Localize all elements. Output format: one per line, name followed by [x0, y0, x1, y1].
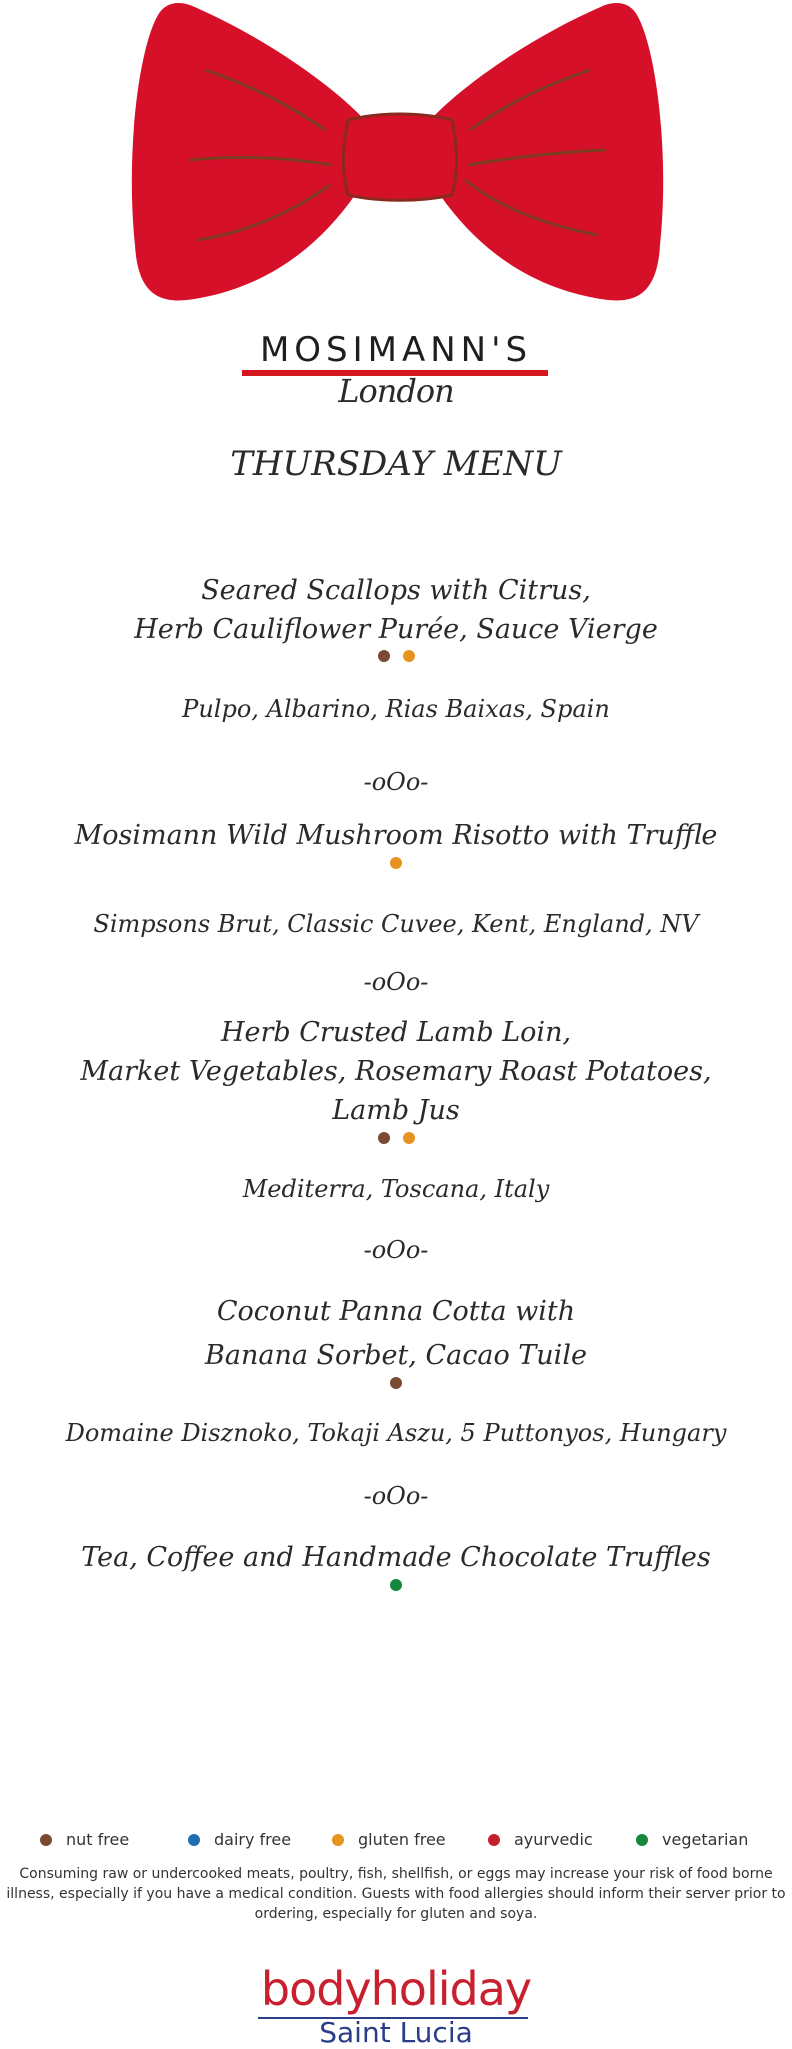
legend-item-dairy-free — [188, 1830, 291, 1849]
brand-name: MOSIMANN'S — [259, 330, 533, 370]
course-2-wine: Simpsons Brut, Classic Cuvee, Kent, England, NV — [93, 910, 699, 938]
course-separator: -oOo- — [363, 1482, 429, 1510]
dish-line: Herb Crusted Lamb Loin, — [220, 1017, 572, 1048]
dish-line: Seared Scallops with Citrus, — [201, 575, 591, 606]
dish-line: Banana Sorbet, Cacao Tuile — [205, 1340, 587, 1371]
course-2-diet-dots — [0, 857, 792, 871]
dish-line: Mosimann Wild Mushroom Risotto with Truffle — [74, 820, 718, 851]
gluten-free-dot — [403, 650, 415, 662]
dish-line: Lamb Jus — [332, 1095, 460, 1126]
dish-line: Tea, Coffee and Handmade Chocolate Truffles — [81, 1542, 711, 1573]
ayurvedic-dot — [488, 1834, 500, 1846]
bow-tie-illustration — [120, 0, 675, 310]
course-separator: -oOo- — [363, 1236, 429, 1264]
vegetarian-dot — [636, 1834, 648, 1846]
nut-free-dot — [378, 650, 390, 662]
legend-item-gluten-free — [332, 1830, 446, 1849]
course-3-diet-dots — [0, 1132, 792, 1146]
dairy-free-dot — [188, 1834, 200, 1846]
brand-city: London — [338, 372, 454, 410]
course-4-diet-dots — [0, 1377, 792, 1391]
gluten-free-dot — [390, 857, 402, 869]
nut-free-dot — [390, 1377, 402, 1389]
legend-item-ayurvedic — [488, 1830, 593, 1849]
gluten-free-dot — [403, 1132, 415, 1144]
menu-title: THURSDAY MENU — [230, 444, 562, 484]
footer-location: Saint Lucia — [319, 2016, 473, 2049]
course-4-dish — [0, 1290, 792, 1378]
dish-line: Coconut Panna Cotta with — [216, 1296, 576, 1327]
dish-line: Herb Cauliflower Purée, Sauce Vierge — [134, 614, 658, 645]
legend-label: gluten free — [358, 1830, 446, 1849]
course-1-dish — [0, 571, 792, 649]
course-3-wine: Mediterra, Toscana, Italy — [242, 1175, 550, 1203]
legend-label: ayurvedic — [514, 1830, 593, 1849]
course-4-wine: Domaine Disznoko, Tokaji Aszu, 5 Puttonyos, Hungary — [65, 1419, 727, 1447]
course-separator: -oOo- — [363, 768, 429, 796]
footer-brand-logo: bodyholiday — [260, 1962, 532, 2016]
legend-item-nut-free — [40, 1830, 129, 1849]
course-5-diet-dots — [0, 1579, 792, 1593]
dish-line: Market Vegetables, Rosemary Roast Potatoes, — [80, 1056, 712, 1087]
nut-free-dot — [40, 1834, 52, 1846]
course-1-wine: Pulpo, Albarino, Rias Baixas, Spain — [182, 695, 610, 723]
nut-free-dot — [378, 1132, 390, 1144]
legend-label: vegetarian — [662, 1830, 749, 1849]
course-5-dish — [0, 1538, 792, 1577]
legend-label: dairy free — [214, 1830, 292, 1849]
course-3-dish — [0, 1013, 792, 1130]
course-1-diet-dots — [0, 650, 792, 664]
gluten-free-dot — [332, 1834, 344, 1846]
legend-label: nut free — [66, 1830, 130, 1849]
legend-item-vegetarian — [636, 1830, 748, 1849]
vegetarian-dot — [390, 1579, 402, 1591]
allergy-disclaimer: Consuming raw or undercooked meats, poultry, fish, shellfish, or eggs may increase your risk of food borne illness, especially if you have a medical condition. Guests with food allergies should inform their server prior to ordering, especially for gluten and soya. — [6, 1866, 786, 1922]
course-2-dish — [0, 816, 792, 855]
course-separator: -oOo- — [363, 968, 429, 996]
